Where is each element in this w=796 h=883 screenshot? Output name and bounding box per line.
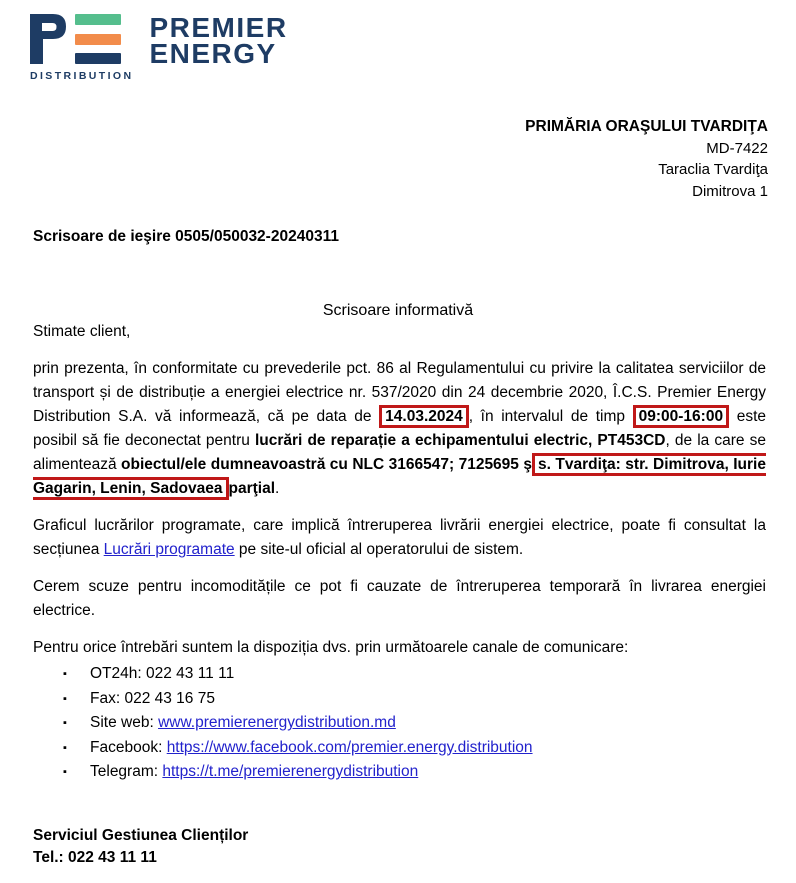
logo-mark [30, 14, 133, 82]
bullet-icon: ▪ [63, 692, 67, 705]
contact-label: OT24h: 022 43 11 11 [90, 665, 235, 682]
p1-objects: obiectul/ele dumneavoastră cu NLC 3166547; 7125695 ş [121, 456, 532, 473]
facebook-link[interactable]: https://www.facebook.com/premier.energy.distribution [166, 738, 533, 756]
logo-brand-line2: ENERGY [149, 38, 277, 69]
paragraph-apology: Cerem scuze pentru incomoditățile ce pot fi cauzate de întreruperea temporară în livrarea energiei electrice. [33, 578, 766, 619]
scheduled-works-link[interactable]: Lucrări programate [103, 541, 235, 558]
signature-block [33, 825, 796, 869]
highlighted-time-interval: 09:00-16:00 [633, 405, 729, 428]
signature-department: Serviciul Gestiunea Clienților [33, 826, 249, 844]
p2-intro: Graficul lucrărilor programate, care implică întreruperea livrării energiei electrice, poate fi consultat la secțiunea [33, 517, 766, 558]
p2-end: pe site-ul oficial al operatorului de sistem. [234, 541, 524, 558]
highlighted-date: 14.03.2024 [379, 405, 469, 428]
contact-channel-list [63, 662, 766, 785]
recipient-street: Dimitrova 1 [692, 182, 768, 200]
contact-label: Telegram: [90, 763, 163, 780]
list-item-facebook [63, 736, 766, 761]
contact-label: Facebook: [90, 738, 167, 756]
bullet-icon: ▪ [63, 668, 67, 680]
paragraph-contact-intro: Pentru orice întrebări suntem la dispoziția dvs. prin următoarele canale de comunicare: [33, 639, 629, 656]
paragraph-disconnection-notice [33, 357, 766, 501]
list-item-fax [63, 687, 766, 712]
p1-mid3: , de la care se alimentează [33, 432, 767, 473]
logo-bar-navy [75, 53, 121, 64]
logo-bar-orange [75, 34, 121, 45]
p1-mid1: , în intervalul de timp [468, 408, 633, 425]
list-item-website [63, 711, 766, 736]
bullet-icon: ▪ [63, 717, 67, 729]
logo-distribution-label: DISTRIBUTION [30, 70, 134, 82]
salutation: Stimate client, [33, 323, 131, 340]
p1-works: lucrări de reparație a echipamentului electric, PT453CD [254, 432, 666, 449]
recipient-name: PRIMĂRIA ORAŞULUI TVARDIŢA [525, 118, 768, 135]
p1-intro: prin prezenta, în conformitate cu prevederile pct. 86 al Regulamentului cu privire la calitatea serviciilor de transport și de distribuție a energiei electrice nr. 537/2020 din 24 decembrie 2020, Î.C.S. Premier Energy Distribution S.A. vă informează, că pe data de [33, 360, 766, 425]
website-link[interactable]: www.premierenergydistribution.md [158, 714, 396, 731]
telegram-link[interactable]: https://t.me/premierenergydistribution [162, 763, 419, 780]
logo-bar-green [75, 14, 121, 25]
logo-e-bars-icon [75, 14, 121, 64]
highlighted-affected-streets: s. Tvardiţa: str. Dimitrova, Iurie Gagarin, Lenin, Sadovaea [33, 453, 766, 500]
contact-label: Site web: [90, 714, 159, 731]
recipient-locality: Taraclia Tvardiţa [658, 161, 768, 178]
company-logo [0, 0, 796, 82]
paragraph-schedule-info [33, 514, 766, 562]
logo-brand-line1: PREMIER [149, 12, 288, 43]
recipient-block [0, 116, 768, 202]
recipient-postal-code: MD-7422 [706, 139, 768, 157]
letter-reference: Scrisoare de ieşire 0505/050032-20240311 [33, 228, 339, 245]
contact-label: Fax: 022 43 16 75 [90, 689, 215, 707]
bullet-icon: ▪ [63, 766, 67, 778]
p1-partial: parţial [228, 480, 276, 497]
letter-title: Scrisoare informativă [322, 302, 474, 319]
list-item-telegram [63, 760, 766, 785]
p1-mid2: este posibil să fie deconectat pentru [33, 408, 766, 449]
signature-phone: Tel.: 022 43 11 11 [33, 848, 157, 866]
logo-brand-name [149, 12, 288, 69]
p1-end: . [275, 480, 280, 497]
logo-p-icon [30, 14, 66, 64]
list-item-ot24h [63, 662, 766, 687]
bullet-icon: ▪ [63, 741, 67, 754]
